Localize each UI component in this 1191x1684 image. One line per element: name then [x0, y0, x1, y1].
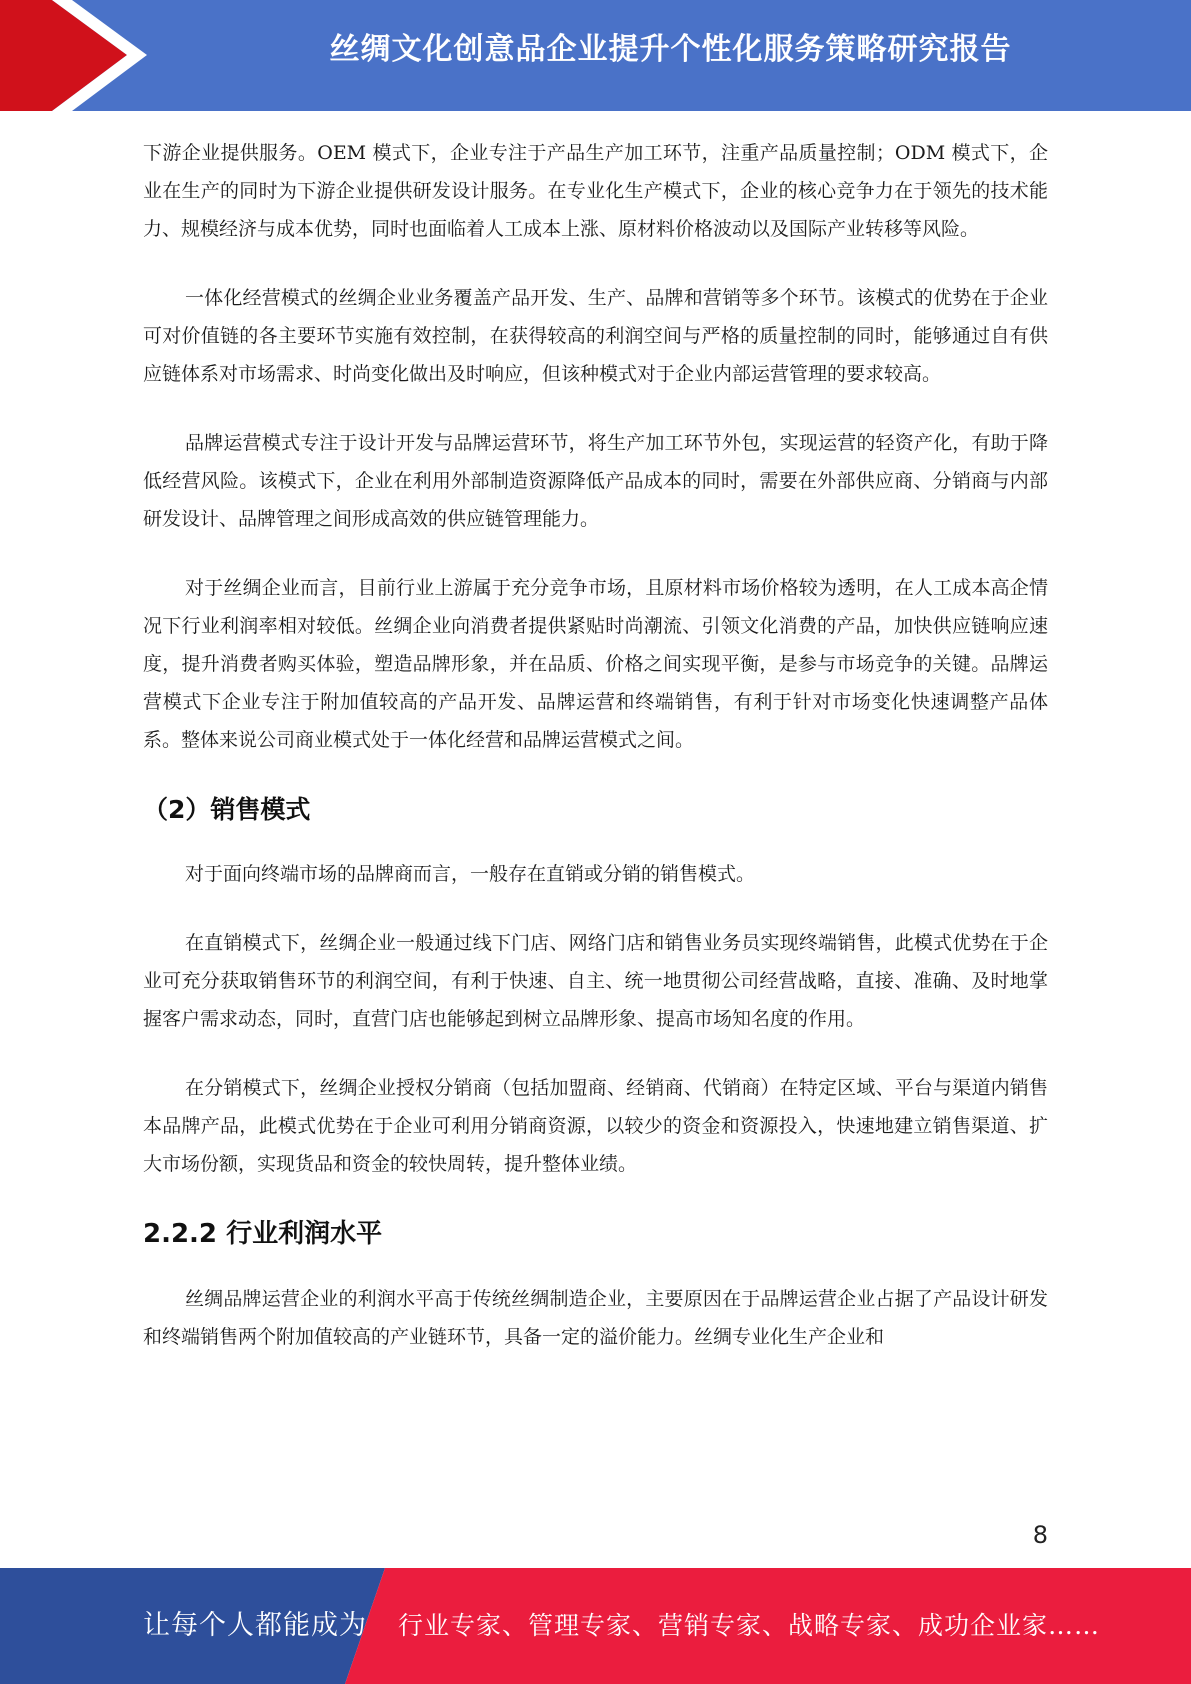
header-arrow-decoration: [0, 0, 160, 111]
heading-sales-model: （2）销售模式: [143, 795, 311, 824]
paragraph-profit-level: 丝绸品牌运营企业的利润水平高于传统丝绸制造企业，主要原因在于品牌运营企业占据了产品设计研发和终端销售两个附加值较高的产业链环节，具备一定的溢价能力。丝绸专业化生产企业和: [143, 1288, 1048, 1348]
paragraph-distribution: 在分销模式下，丝绸企业授权分销商（包括加盟商、经销商、代销商）在特定区域、平台与渠道内销售本品牌产品，此模式优势在于企业可利用分销商资源，以较少的资金和资源投入，快速地建立销售渠道、扩大市场份额，实现货品和资金的较快周转，提升整体业绩。: [143, 1077, 1048, 1175]
heading-profit-level: 2.2.2 行业利润水平: [143, 1219, 383, 1249]
paragraph-oem-odm: 下游企业提供服务。OEM 模式下，企业专注于产品生产加工环节，注重产品质量控制；ODM 模式下，企业在生产的同时为下游企业提供研发设计服务。在专业化生产模式下，企业的核心竞争力在于领先的技术能力、规模经济与成本优势，同时也面临着人工成本上涨、原材料价格波动以及国际产业转移等风险。: [143, 142, 1048, 240]
page-number: 8: [1032, 1521, 1048, 1549]
paragraph-direct-sales: 在直销模式下，丝绸企业一般通过线下门店、网络门店和销售业务员实现终端销售，此模式优势在于企业可充分获取销售环节的利润空间，有利于快速、自主、统一地贯彻公司经营战略，直接、准确、及时地掌握客户需求动态，同时，直营门店也能够起到树立品牌形象、提高市场知名度的作用。: [143, 932, 1048, 1030]
footer-slogan-left: 让每个人都能成为: [143, 1610, 367, 1641]
paragraph-integrated-model: 一体化经营模式的丝绸企业业务覆盖产品开发、生产、品牌和营销等多个环节。该模式的优势在于企业可对价值链的各主要环节实施有效控制，在获得较高的利润空间与严格的质量控制的同时，能够通过自有供应链体系对市场需求、时尚变化做出及时响应，但该种模式对于企业内部运营管理的要求较高。: [143, 287, 1048, 385]
paragraph-sales-intro: 对于面向终端市场的品牌商而言，一般存在直销或分销的销售模式。: [185, 863, 756, 885]
paragraph-brand-model: 品牌运营模式专注于设计开发与品牌运营环节，将生产加工环节外包，实现运营的轻资产化，有助于降低经营风险。该模式下，企业在利用外部制造资源降低产品成本的同时，需要在外部供应商、分销商与内部研发设计、品牌管理之间形成高效的供应链管理能力。: [143, 432, 1048, 530]
page-header: [0, 0, 1191, 111]
footer-slogan-right: 行业专家、管理专家、营销专家、战略专家、成功企业家……: [398, 1611, 1101, 1640]
page-footer: [0, 1568, 1191, 1684]
report-title: 丝绸文化创意品企业提升个性化服务策略研究报告: [329, 32, 1012, 67]
header-red-block: [0, 0, 127, 111]
paragraph-silk-enterprise: 对于丝绸企业而言，目前行业上游属于充分竞争市场，且原材料市场价格较为透明，在人工成本高企情况下行业利润率相对较低。丝绸企业向消费者提供紧贴时尚潮流、引领文化消费的产品，加快供应链响应速度，提升消费者购买体验，塑造品牌形象，并在品质、价格之间实现平衡，是参与市场竞争的关键。品牌运营模式下企业专注于附加值较高的产品开发、品牌运营和终端销售，有利于针对市场变化快速调整产品体系。整体来说公司商业模式处于一体化经营和品牌运营模式之间。: [143, 577, 1048, 751]
document-body: [143, 134, 1048, 1387]
